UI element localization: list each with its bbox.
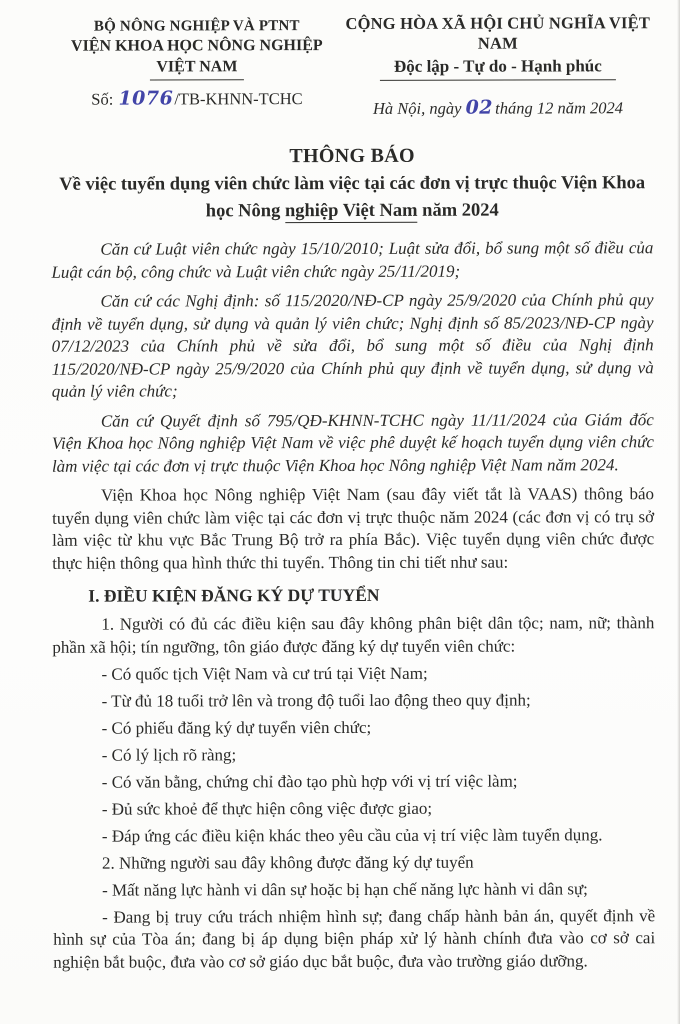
condition-item: - Có quốc tịch Việt Nam và cư trú tại Việt Nam; (101, 663, 428, 684)
subtitle-line2-pre: học Nông (205, 201, 281, 222)
motto-wrapper (343, 53, 653, 81)
subtitle-line2-underlined: nghiệp Việt Nam (284, 200, 418, 222)
document-number (51, 87, 343, 110)
institute-name (51, 35, 343, 81)
intro-paragraph: Viện Khoa học Nông nghiệp Việt Nam (sau đây viết tắt là VAAS) thông báo tuyển dụng viên chức làm việc tại các đơn vị trực thuộc năm 2024 (các đơn vị có trụ sở làm việc từ khu vực Bắc Trung Bộ trở ra phía Bắc). Việc tuyển dụng viên chức được thực hiện thông qua hình thức thi tuyển. Thông tin chi tiết như sau: (52, 484, 655, 573)
document-subtitle (51, 170, 653, 226)
document-body (51, 237, 655, 974)
subtitle-line2 (51, 197, 653, 226)
document-number-suffix: /TB-KHNN-TCHC (174, 89, 303, 109)
condition-item: - Đáp ứng các điều kiện khác theo yêu cầu của vị trí việc làm tuyển dụng. (101, 824, 603, 846)
document-header (51, 13, 653, 120)
preamble-paragraph: Căn cứ Luật viên chức ngày 15/10/2010; Luật sửa đổi, bổ sung một số điều của Luật cán bộ, công chức và Luật viên chức ngày 25/11/2019; (51, 238, 654, 282)
condition-item: - Đủ sức khoẻ để thực hiện công việc được giao; (101, 798, 433, 819)
exclusion-item: - Mất năng lực hành vi dân sự hoặc bị hạn chế năng lực hành vi dân sự; (102, 878, 588, 900)
institute-name-line1: VIỆN KHOA HỌC NÔNG NGHIỆP (71, 37, 323, 55)
exclusion-item: - Đang bị truy cứu trách nhiệm hình sự; đang chấp hành bản án, quyết định về hình sự của Tòa án; đang bị áp dụng biện pháp xử lý hành chính đưa vào cơ sở cai nghiện bắt buộc, đưa vào cơ sở giáo dục bắt buộc, đưa vào trường giáo dưỡng. (53, 905, 656, 972)
subtitle-line1: Về việc tuyển dụng viên chức làm việc tại các đơn vị trực thuộc Viện Khoa (59, 173, 646, 195)
document-number-label: Số: (91, 89, 114, 109)
document-number-handwritten: 1076 (118, 87, 174, 110)
condition-item: - Từ đủ 18 tuổi trở lên và trong độ tuổi lao động theo quy định; (101, 690, 531, 711)
clause-1-text: 1. Người có đủ các điều kiện sau đây không phân biệt dân tộc; nam, nữ; thành phần xã hội; tín ngưỡng, tôn giáo được đăng ký dự tuyển viên chức: (52, 613, 655, 657)
national-motto: Độc lập - Tự do - Hạnh phúc (380, 56, 616, 81)
section-1-heading: I. ĐIỀU KIỆN ĐĂNG KÝ DỰ TUYỂN (88, 584, 380, 606)
issuing-org-block (51, 14, 343, 110)
place-date-suffix: tháng 12 năm 2024 (495, 98, 624, 118)
country-title: CỘNG HÒA XÃ HỘI CHỦ NGHĨA VIỆT NAM (345, 13, 651, 53)
condition-item: - Có lý lịch rõ ràng; (101, 744, 237, 765)
document-type-title: THÔNG BÁO (289, 144, 415, 168)
title-block (51, 144, 653, 226)
clause-2-text: 2. Những người sau đây không được đăng ký dự tuyển (101, 852, 474, 873)
place-and-date (343, 96, 653, 119)
parent-ministry-name: BỘ NÔNG NGHIỆP VÀ PTNT (93, 18, 300, 35)
place-date-prefix: Hà Nội, ngày (372, 98, 462, 118)
condition-item: - Có văn bằng, chứng chỉ đào tạo phù hợp với vị trí việc làm; (101, 771, 518, 792)
institute-name-line2: VIỆT NAM (150, 56, 243, 80)
preamble-paragraph: Căn cứ Quyết định số 795/QĐ-KHNN-TCHC ngày 11/11/2024 của Giám đốc Viện Khoa học Nông nghiệp Việt Nam về việc phê duyệt kế hoạch tuyển dụng viên chức làm việc tại các đơn vị trực thuộc Viện Khoa học Nông nghiệp Việt Nam năm 2024. (51, 409, 654, 476)
subtitle-line2-post: năm 2024 (422, 200, 499, 221)
preamble-paragraph: Căn cứ các Nghị định: số 115/2020/NĐ-CP ngày 25/9/2020 của Chính phủ quy định về tuyển dụng, sử dụng và quản lý viên chức; Nghị định số 85/2023/NĐ-CP ngày 07/12/2023 của Chính phủ về sửa đổi, bổ sung một số điều của Nghị định 115/2020/NĐ-CP ngày 25/9/2020 của Chính phủ quy định về tuyển dụng, sử dụng và quản lý viên chức; (51, 290, 654, 401)
condition-item: - Có phiếu đăng ký dự tuyển viên chức; (101, 717, 372, 738)
national-header-block (343, 13, 653, 119)
date-day-handwritten: 02 (465, 96, 494, 119)
